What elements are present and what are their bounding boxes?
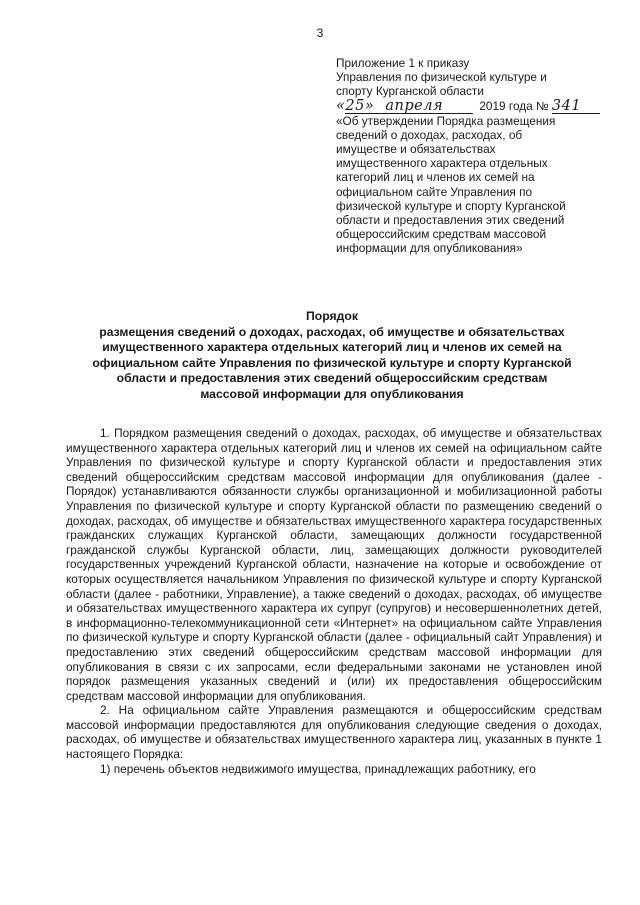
subject-line: «Об утверждении Порядка размещения <box>336 113 556 128</box>
subject-line: сведений о доходах, расходах, об <box>336 127 523 142</box>
order-number-field <box>551 97 600 114</box>
title-line: области и предоставления этих сведений общероссийским средствам <box>116 371 548 386</box>
paragraph-2-item-1: 1) перечень объектов недвижимого имущества, принадлежащих работнику, его <box>100 761 536 776</box>
date-close-quote: » <box>364 97 375 114</box>
date-year-text: 2019 года № <box>479 98 549 113</box>
title-line: официальном сайте Управления по физической культуре и спорту Курганской <box>92 355 572 370</box>
document-body <box>66 426 602 776</box>
paragraph-1: 1. Порядком размещения сведений о доходах, расходах, об имуществе и обязательствах имущественного характера отдельных категорий лиц и членов их семей на официальном сайте Управления по физической культуре и спорту Курганской области и предоставления этих сведений общероссийским средствам массовой информации для опубликования (далее - Порядок) устанавливаются обязанности службы организационной и мобилизационной работы Управления по физической культуре и спорту Курганской области по размещению сведений о доходах, расходах, об имуществе и обязательствах имущественного характера государственных гражданских служащих Курганской области, замещающих должности государственной гражданской службы Курганской области, лиц, замещающих должности руководителей государственных учреждений Курганской области, назначение на которые и освобождение от которых осуществляется начальником Управления по физической культуре и спорту Курганской области (далее - работники, Управление), а также сведений о доходах, расходах, об имуществе и обязательствах имущественного характера их супруг (супругов) и несовершеннолетних детей, в информационно-телекоммуникационной сети «Интернет» на официальном сайте Управления по физической культуре и спорту Курганской области (далее - официальный сайт Управления) и предоставлению этих сведений общероссийским средствам массовой информации для опубликования в связи с их запросами, если федеральными законами не установлен иной порядок размещения указанных сведений и (или) их предоставления общероссийским средствам массовой информации для опубликования. <box>66 426 602 703</box>
subject-line: имуществе и обязательствах <box>336 142 496 157</box>
appendix-line: спорту Курганской области <box>336 84 484 99</box>
date-day-field <box>345 97 385 114</box>
title-line: Порядок <box>306 309 358 323</box>
appendix-line: Приложение 1 к приказу <box>336 56 470 70</box>
appendix-block <box>336 56 598 256</box>
appendix-line: Управления по физической культуре и <box>336 70 547 85</box>
title-line: размещения сведений о доходах, расходах, об имуществе и обязательствах <box>99 324 565 339</box>
subject-line: области и предоставления этих сведений <box>336 213 565 228</box>
order-date-line <box>336 99 598 114</box>
date-month: апреля <box>385 97 444 114</box>
subject-line: категорий лиц и членов их семей на <box>336 170 535 185</box>
order-subject <box>336 114 598 256</box>
date-month-field <box>385 97 473 114</box>
paragraph-2: 2. На официальном сайте Управления размещаются и общероссийским средствам массовой информации предоставляются для опубликования следующие сведения о доходах, расходах, об имуществе и обязательствах имущественного характера лиц, указанных в пункте 1 настоящего Порядка: <box>66 703 602 762</box>
page-number: 3 <box>316 26 324 40</box>
title-line: имущественного характера отдельных категорий лиц и членов их семей на <box>102 340 562 355</box>
subject-line: общероссийским средствам массовой <box>336 227 547 242</box>
subject-line: официальном сайте Управления по <box>336 184 533 199</box>
subject-line: физической культуре и спорту Курганской <box>336 198 566 213</box>
subject-line: информации для опубликования» <box>336 241 523 256</box>
date-open-quote: « <box>336 97 346 114</box>
subject-line: имущественного характера отдельных <box>336 156 548 171</box>
title-line: массовой информации для опубликования <box>200 386 464 401</box>
date-day: 25 <box>345 97 365 114</box>
order-number: 341 <box>551 97 582 114</box>
document-title <box>58 309 606 403</box>
